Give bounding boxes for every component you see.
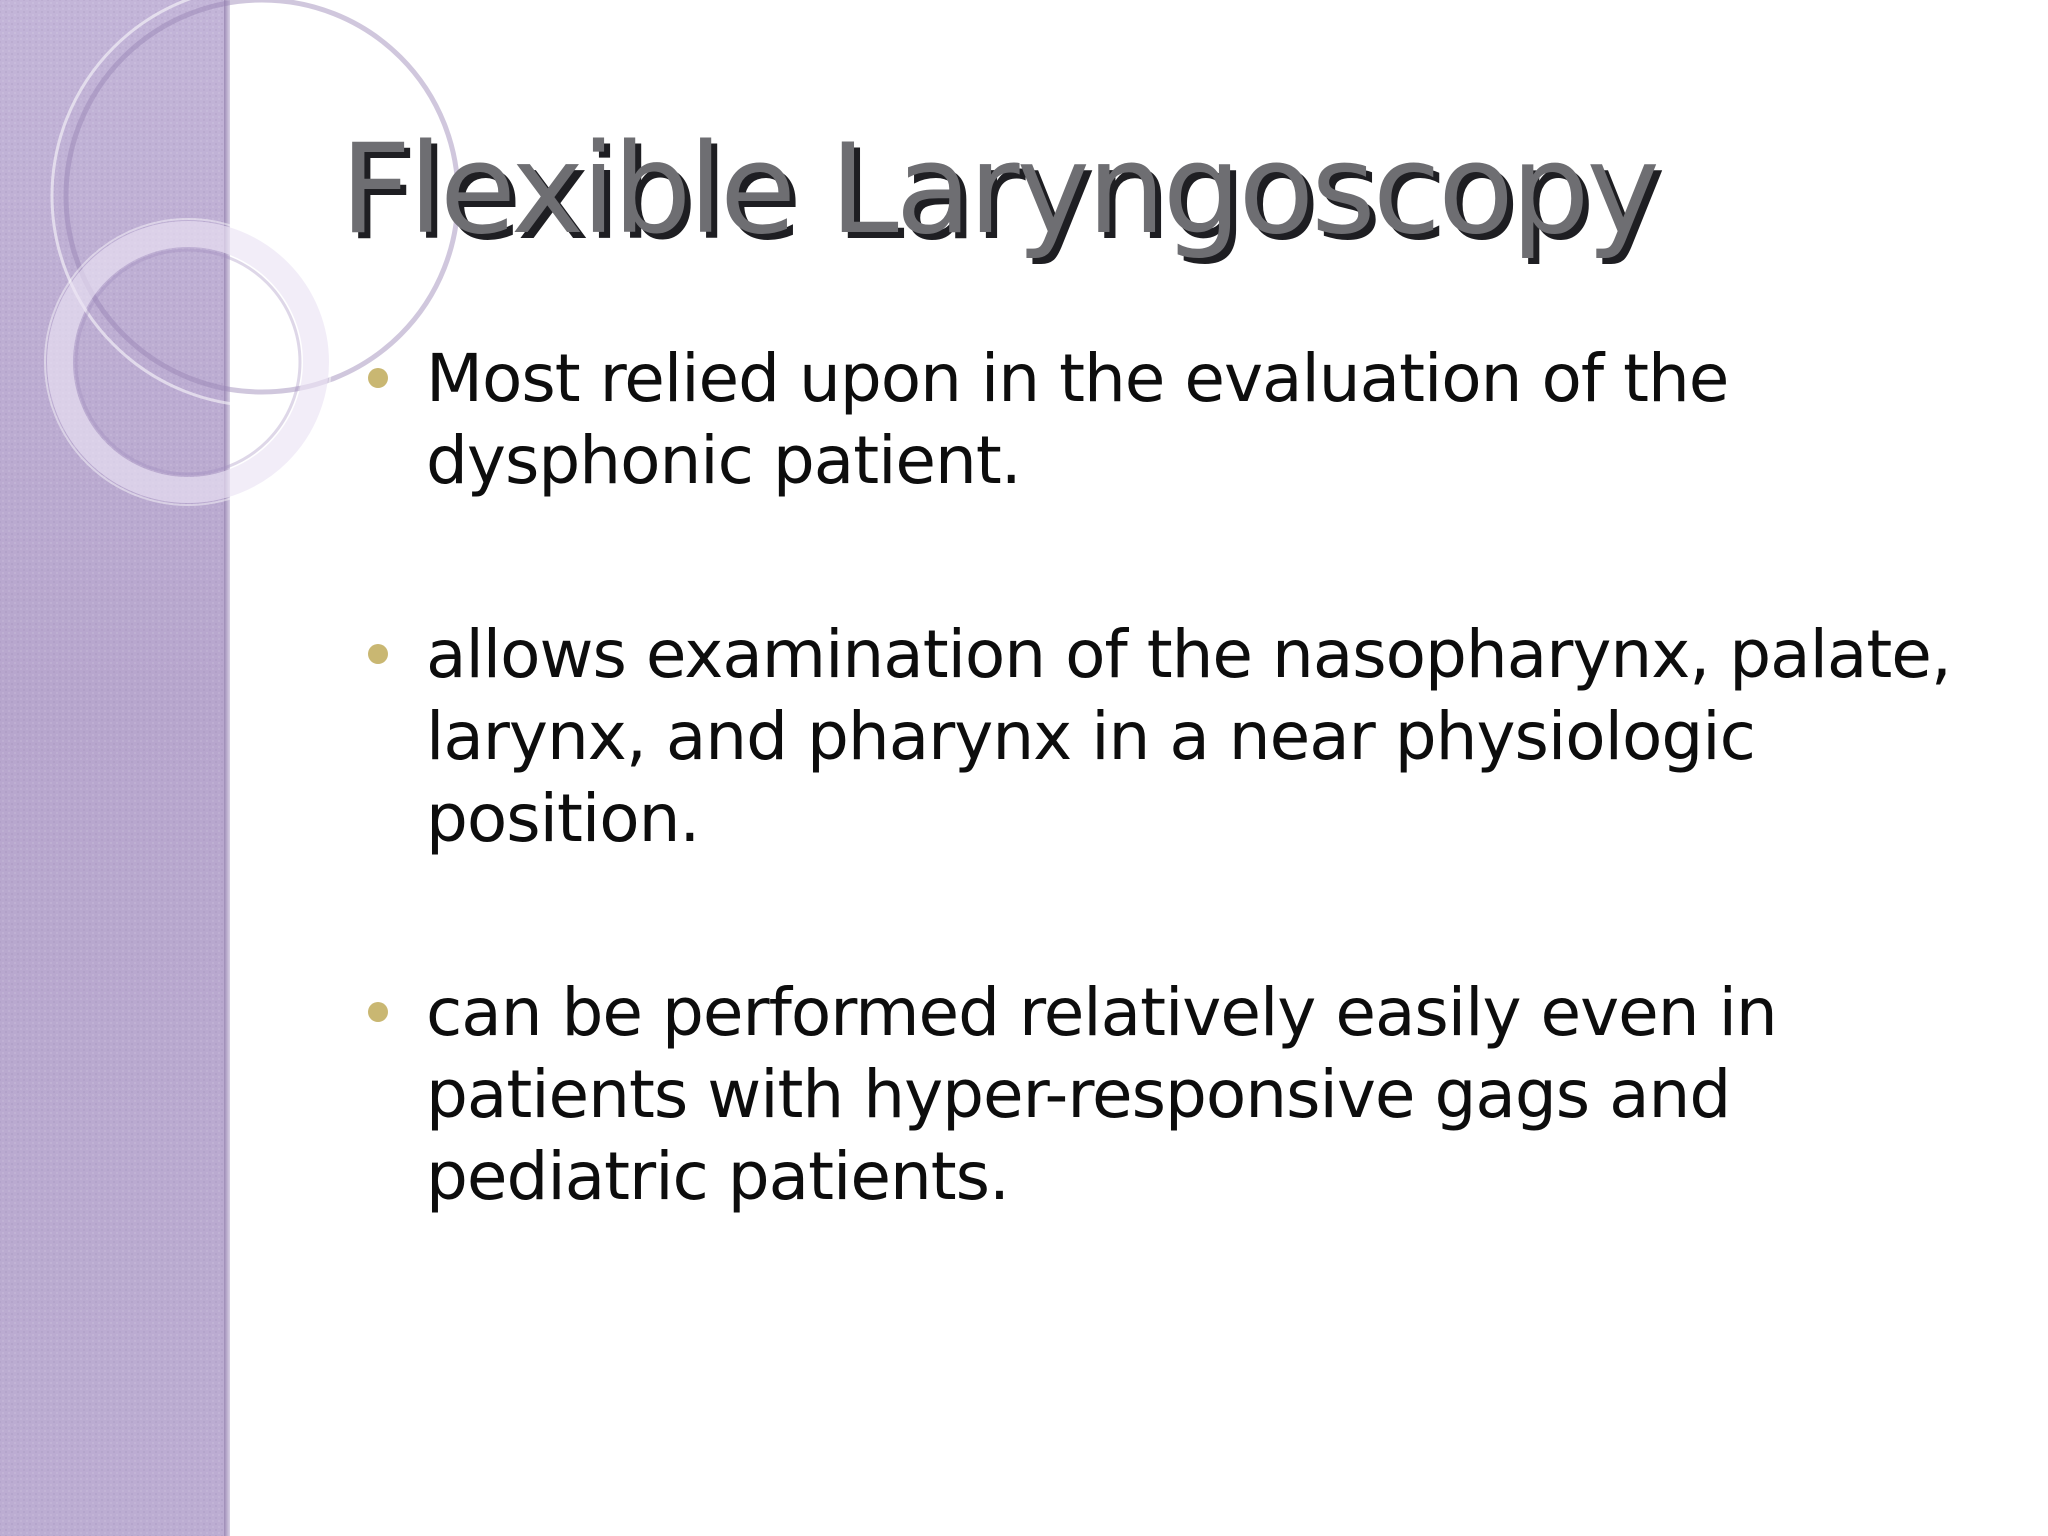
bullet-dot-icon	[368, 644, 388, 664]
bullet-item	[340, 972, 1980, 1218]
bullet-item	[340, 614, 1980, 860]
bullet-text: allows examination of the nasopharynx, palate, larynx, and pharynx in a near physiologic position.	[426, 616, 1951, 857]
small-circle-outer-edge	[45, 219, 331, 505]
bullet-text: can be performed relatively easily even in patients with hyper-responsive gags and pediatric patients.	[426, 974, 1777, 1215]
small-circle-ring	[60, 234, 316, 490]
slide-content	[340, 0, 2000, 1536]
bullet-dot-icon	[368, 1002, 388, 1022]
bullet-item	[340, 338, 1980, 502]
decorative-circles	[0, 0, 340, 560]
bullet-dot-icon	[368, 368, 388, 388]
bullet-list	[340, 338, 1980, 1330]
bullet-text: Most relied upon in the evaluation of the dysphonic patient.	[426, 340, 1729, 499]
small-circle-inner-edge	[76, 250, 300, 474]
slide-title: Flexible Laryngoscopy	[340, 118, 1657, 262]
